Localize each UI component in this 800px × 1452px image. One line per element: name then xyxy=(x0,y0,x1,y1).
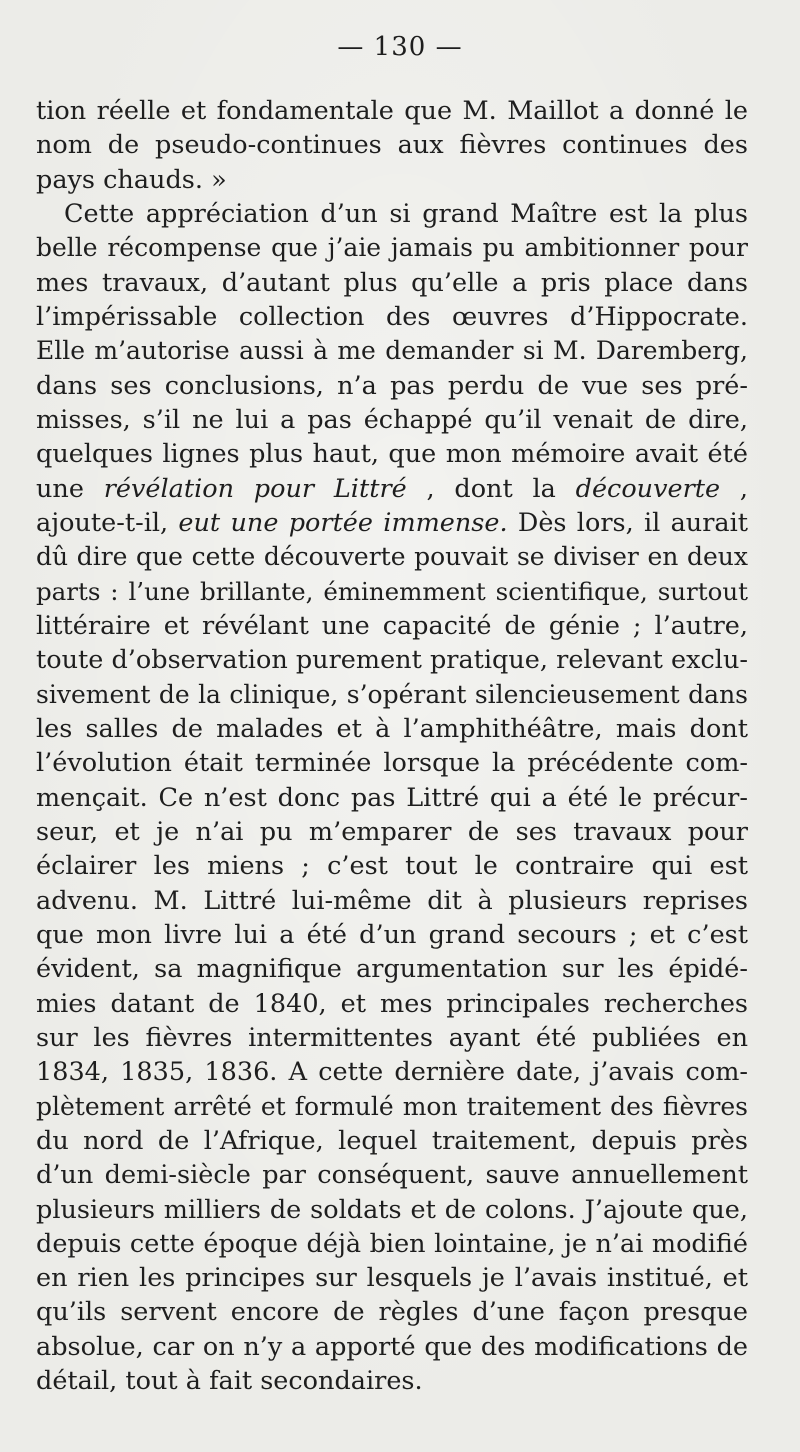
text-line: plètement arrêté et formulé mon traitement des fièvres xyxy=(36,1091,748,1121)
text-line: évident, sa magnifique argumentation sur les épidé- xyxy=(36,954,748,985)
text-line: quelques lignes plus haut, que mon mémoire avait été xyxy=(36,439,748,470)
text-line xyxy=(36,506,748,540)
text-line: détail, tout à fait secondaires. xyxy=(36,1366,423,1397)
text-line: d’un demi-siècle par conséquent, sauve annuellement xyxy=(36,1160,748,1191)
text-line: 1834, 1835, 1836. A cette dernière date, j’avais com- xyxy=(36,1057,748,1088)
text-line: qu’ils servent encore de règles d’une façon presque xyxy=(36,1297,748,1328)
text-line: absolue, car on n’y a apporté que des modifications de xyxy=(36,1331,748,1362)
text-line: l’évolution était terminée lorsque la précédente com- xyxy=(36,748,748,779)
text-line: éclairer les miens ; c’est tout le contraire qui est xyxy=(36,851,748,882)
text-line: mes travaux, d’autant plus qu’elle a pris place dans xyxy=(36,267,748,298)
text-line: belle récompense que j’aie jamais pu ambitionner pour xyxy=(36,233,748,263)
text-line: en rien les principes sur lesquels je l’avais institué, et xyxy=(36,1263,748,1294)
text-line: plusieurs milliers de soldats et de colons. J’ajoute que, xyxy=(36,1194,748,1225)
italic-span: révélation pour Littré xyxy=(103,473,407,504)
text-span: Dès lors, il aurait xyxy=(507,507,749,538)
text-line: les salles de malades et à l’amphithéâtre, mais dont xyxy=(36,713,748,744)
text-span: une xyxy=(36,473,104,504)
text-line: pays chauds. » xyxy=(36,164,227,195)
text-line: parts : l’une brillante, éminemment scientifique, surtout xyxy=(36,576,748,606)
text-line: littéraire et révélant une capacité de génie ; l’autre, xyxy=(36,610,748,641)
text-line: tion réelle et fondamentale que M. Maillot a donné le xyxy=(36,96,748,126)
italic-span: découverte xyxy=(575,473,721,504)
text-line: du nord de l’Afrique, lequel traitement, depuis près xyxy=(36,1125,748,1156)
text-line: l’impérissable collection des œuvres d’Hippocrate. xyxy=(36,301,748,332)
text-line: Elle m’autorise aussi à me demander si M. Daremberg, xyxy=(36,336,748,366)
text-line: mençait. Ce n’est donc pas Littré qui a été le précur- xyxy=(36,782,748,813)
text-line: dans ses conclusions, n’a pas perdu de vue ses pré- xyxy=(36,370,748,401)
text-line: sur les fièvres intermittentes ayant été publiées en xyxy=(36,1022,748,1053)
text-line: nom de pseudo-continues aux fièvres continues des xyxy=(36,130,748,161)
text-line: dû dire que cette découverte pouvait se diviser en deux xyxy=(36,542,748,572)
text-span: , xyxy=(720,473,749,504)
text-span: ajoute-t-il, xyxy=(36,507,179,538)
text-line: Cette appréciation d’un si grand Maître est la plus xyxy=(64,198,748,229)
text-line: seur, et je n’ai pu m’emparer de ses travaux pour xyxy=(36,816,748,847)
page-number: — 130 — xyxy=(337,32,463,62)
text-line xyxy=(36,472,748,506)
text-line: toute d’observation purement pratique, relevant exclu- xyxy=(36,645,748,676)
text-line: sivement de la clinique, s’opérant silencieusement dans xyxy=(36,679,748,709)
text-line: mies datant de 1840, et mes principales recherches xyxy=(36,988,748,1019)
text-span: , dont la xyxy=(406,473,576,504)
text-line: que mon livre lui a été d’un grand secours ; et c’est xyxy=(36,919,748,950)
italic-span: eut une portée immense. xyxy=(178,507,508,538)
text-line: depuis cette époque déjà bien lointaine, je n’ai modifié xyxy=(36,1228,748,1259)
body-text xyxy=(36,94,748,1398)
text-line: misses, s’il ne lui a pas échappé qu’il venait de dire, xyxy=(36,404,748,435)
text-line: advenu. M. Littré lui-même dit à plusieurs reprises xyxy=(36,885,748,916)
